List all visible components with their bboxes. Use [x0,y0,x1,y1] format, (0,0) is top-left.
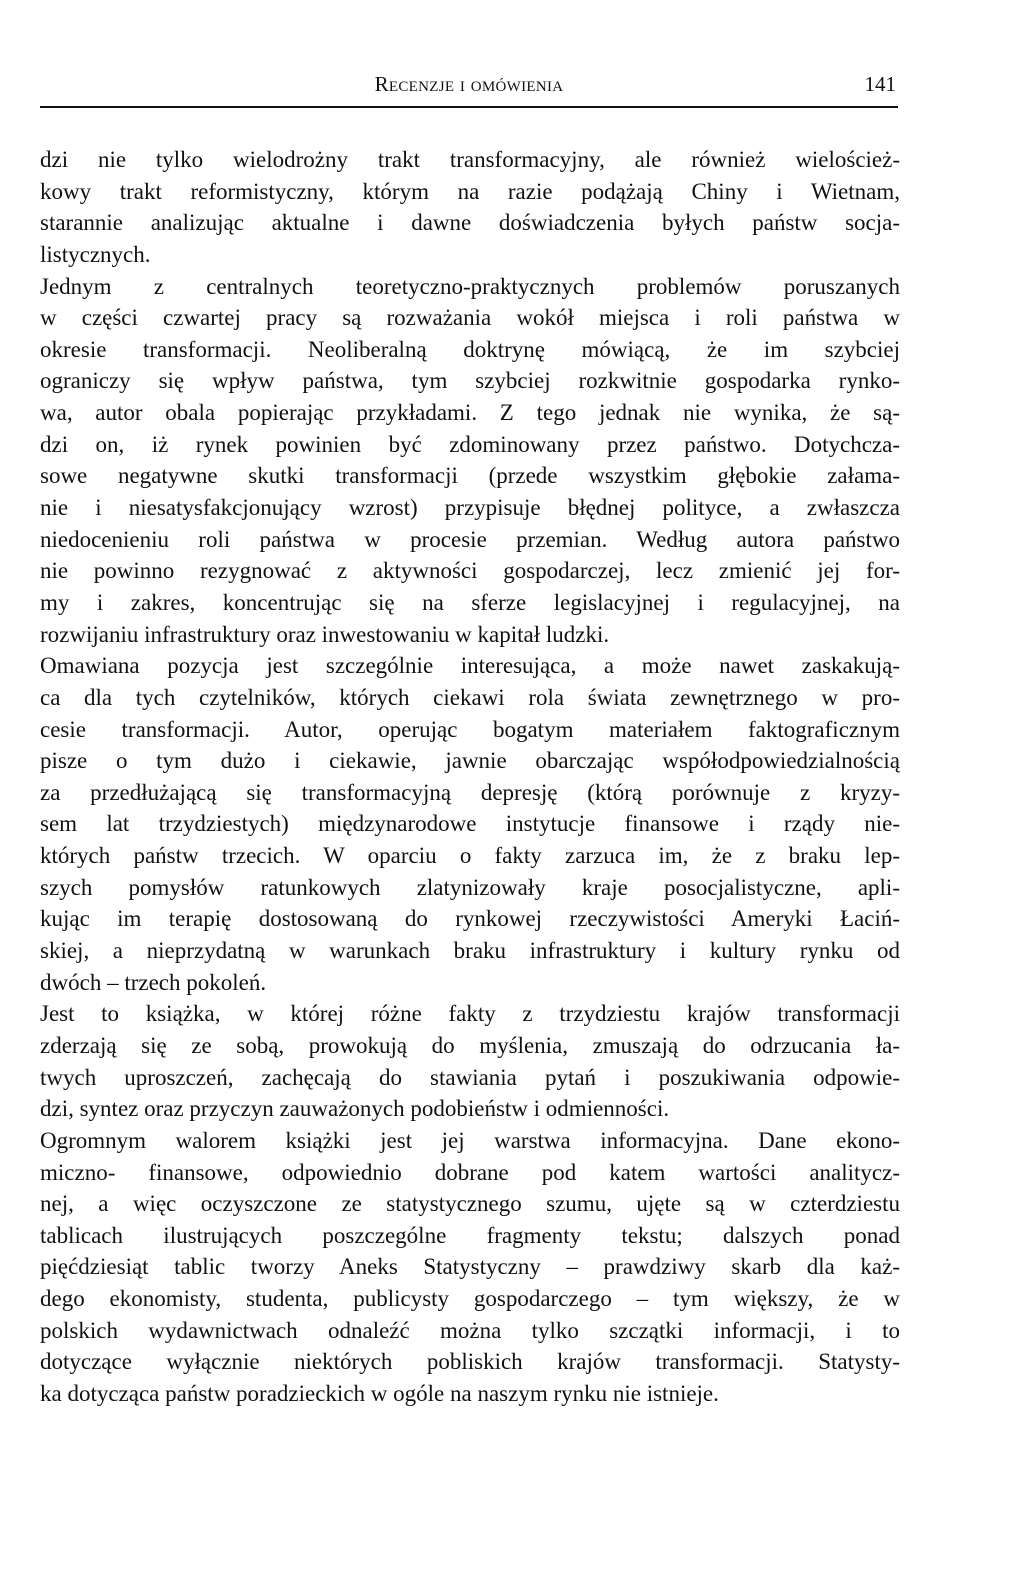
text-line: kując im terapię dostosowaną do rynkowej rzeczywistości Ameryki Łaciń- [40,906,900,932]
text-line: dzi on, iż rynek powinien być zdominowany przez państwo. Dotychcza- [40,431,900,457]
text-line: pięćdziesiąt tablic tworzy Aneks Statystyczny – prawdziwy skarb dla każ- [40,1254,900,1280]
text-line: wa, autor obala popierając przykładami. Z tego jednak nie wynika, że są- [40,400,900,426]
text-line: my i zakres, koncentrując się na sferze legislacyjnej i regulacyjnej, na [40,589,900,615]
body-text [40,144,900,1410]
running-title: Recenzje i omówienia [374,72,564,96]
text-line: w części czwartej pracy są rozważania wokół miejsca i roli państwa w [40,305,900,331]
text-line: nej, a więc oczyszczone ze statystycznego szumu, ujęte są w czterdziestu [40,1191,900,1217]
text-line: cesie transformacji. Autor, operując bogatym materiałem faktograficznym [40,716,900,742]
text-line: rozwijaniu infrastruktury oraz inwestowaniu w kapitał ludzki. [40,621,610,647]
text-line: ca dla tych czytelników, których ciekawi rola świata zewnętrznego w pro- [40,684,900,710]
text-line: niedocenieniu roli państwa w procesie przemian. Według autora państwo [40,526,900,552]
text-line: nie i niesatysfakcjonujący wzrost) przypisuje błędnej polityce, a zwłaszcza [40,495,900,521]
text-line: Ogromnym walorem książki jest jej warstwa informacyjna. Dane ekono- [40,1127,900,1153]
text-line: dwóch – trzech pokoleń. [40,969,267,995]
text-line: ka dotycząca państw poradzieckich w ogóle na naszym rynku nie istnieje. [40,1380,719,1406]
text-line: których państw trzecich. W oparciu o fakty zarzuca im, że z braku lep- [40,843,900,869]
text-line: starannie analizując aktualne i dawne doświadczenia byłych państw socja- [40,210,900,236]
text-line: okresie transformacji. Neoliberalną doktrynę mówiącą, że im szybciej [40,336,900,362]
text-line: sowe negatywne skutki transformacji (przede wszystkim głębokie załama- [40,463,900,489]
text-line: dego ekonomisty, studenta, publicysty gospodarczego – tym większy, że w [40,1286,900,1312]
text-line: Jednym z centralnych teoretyczno-praktycznych problemów poruszanych [40,273,900,299]
text-line: nie powinno rezygnować z aktywności gospodarczej, lecz zmienić jej for- [40,558,900,584]
text-line: zderzają się ze sobą, prowokują do myślenia, zmuszają do odrzucania ła- [40,1032,900,1058]
running-header [40,72,898,108]
text-line: szych pomysłów ratunkowych zlatynizowały kraje posocjalistyczne, apli- [40,874,900,900]
text-line: polskich wydawnictwach odnaleźć można tylko szczątki informacji, i to [40,1317,900,1343]
text-line: ograniczy się wpływ państwa, tym szybciej rozkwitnie gospodarka rynko- [40,368,900,394]
page-number: 141 [864,72,896,96]
text-line: Jest to książka, w której różne fakty z trzydziestu krajów transformacji [40,1001,900,1027]
text-line: sem lat trzydziestych) międzynarodowe instytucje finansowe i rządy nie- [40,811,900,837]
text-line: miczno- finansowe, odpowiednio dobrane pod katem wartości analitycz- [40,1159,900,1185]
text-line: listycznych. [40,241,151,267]
text-line: dzi, syntez oraz przyczyn zauważonych podobieństw i odmienności. [40,1096,670,1122]
text-line: tablicach ilustrujących poszczególne fragmenty tekstu; dalszych ponad [40,1222,900,1248]
text-line: skiej, a nieprzydatną w warunkach braku infrastruktury i kultury rynku od [40,938,900,964]
text-line: Omawiana pozycja jest szczególnie interesująca, a może nawet zaskakują- [40,653,900,679]
text-line: twych uproszczeń, zachęcają do stawiania pytań i poszukiwania odpowie- [40,1064,900,1090]
text-line: dotyczące wyłącznie niektórych pobliskich krajów transformacji. Statysty- [40,1349,900,1375]
text-line: kowy trakt reformistyczny, którym na razie podążają Chiny i Wietnam, [40,178,900,204]
text-line: pisze o tym dużo i ciekawie, jawnie obarczając współodpowiedzialnością [40,748,900,774]
text-line: za przedłużającą się transformacyjną depresję (którą porównuje z kryzy- [40,779,900,805]
text-line: dzi nie tylko wielodrożny trakt transformacyjny, ale również wieloścież- [40,147,900,172]
